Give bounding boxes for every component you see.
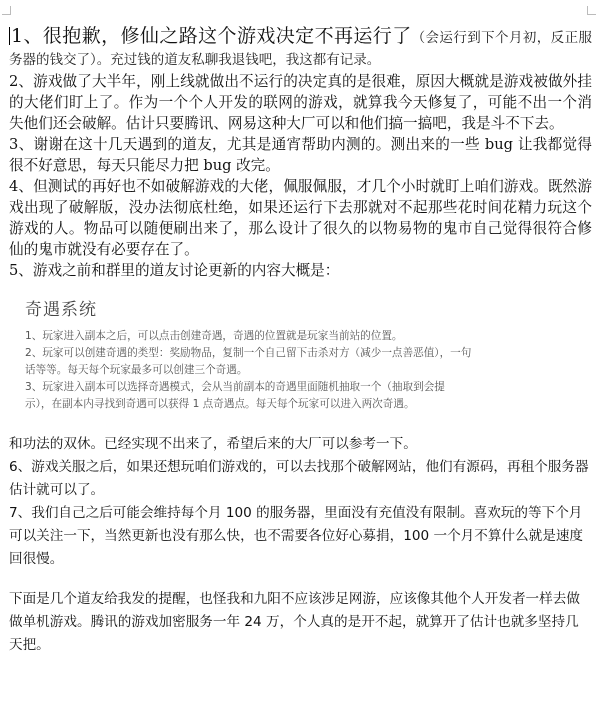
text-cursor: [9, 27, 10, 45]
figure-line: 示），在副本内寻找到奇遇可以获得 1 点奇遇点。每天每个玩家可以进入两次奇遇。: [25, 398, 415, 410]
paragraph-1-heading: 1、很抱歉，修仙之路这个游戏决定不再运行了: [11, 25, 412, 47]
embedded-screenshot-adventure-system: [17, 295, 537, 410]
paragraph-2: 2、游戏做了大半年，刚上线就做出不运行的决定真的是很难，原因大概就是游戏被做外挂的大佬们盯上了。作为一个个人开发的联网的游戏，就算我今天修复了，可能不出一个消失他们还会破解。估计只要腾讯、网易这种大厂可以和他们搞一搞吧，我是斗不下去。: [9, 73, 592, 132]
figure-line: 1、玩家进入副本之后，可以点击创建奇遇，奇遇的位置就是玩家当前站的位置。: [25, 330, 403, 342]
paragraph-7: 7、我们自己之后可能会维持每个月 100 的服务器，里面没有充值没有限制。喜欢玩的等下个月可以关注一下，当然更新也没有那么快，也不需要各位好心募捐，100 一个月不算什么就是速度回很慢。: [9, 505, 584, 567]
paragraph-1-note: （会运行到下个月初，反正服务器的钱交了）。充过钱的道友私聊我退钱吧，我这都有记录。: [9, 30, 592, 68]
page-corner-mark-right: [587, 6, 596, 15]
paragraph-3: 3、谢谢在这十几天遇到的道友，尤其是通宵帮助内测的。测出来的一些 bug 让我都觉得很不好意思，每天只能尽力把 bug 改完。: [9, 136, 592, 174]
paragraph-6: 6、游戏关服之后，如果还想玩咱们游戏的，可以去找那个破解网站，他们有源码，再租个服务器估计就可以了。: [9, 459, 589, 498]
figure-title: 奇遇系统: [25, 300, 97, 320]
document-body: [9, 26, 592, 657]
figure-line: 3、玩家进入副本可以选择奇遇模式，会从当前副本的奇遇里面随机抽取一个（抽取到会提: [25, 381, 445, 393]
paragraph-1: [9, 26, 592, 71]
paragraph-4: 4、但测试的再好也不如破解游戏的大佬，佩服佩服，才几个小时就盯上咱们游戏。既然游戏出现了破解版，没办法彻底杜绝，如果还运行下去那就对不起那些花时间花精力玩这个游戏的人。物品可以随便刷出来了，那么设计了很久的以物易物的鬼市自己觉得很符合修仙的鬼市就没有必要存在了。: [9, 178, 592, 258]
paragraph-8: 下面是几个道友给我发的提醒，也怪我和九阳不应该涉足网游，应该像其他个人开发者一样去做做单机游戏。腾讯的游戏加密服务一年 24 万，个人真的是开不起，就算开了估计也就多坚持几天把。: [9, 591, 580, 653]
figure-line: 2、玩家可以创建奇遇的类型：奖励物品，复制一个自己留下击杀对方（减少一点善恶值），一句: [25, 347, 472, 359]
figure-line: 话等等。每天每个玩家最多可以创建三个奇遇。: [25, 364, 248, 376]
paragraph-5-continued: 和功法的双休。已经实现不出来了，希望后来的大厂可以参考一下。: [9, 436, 417, 452]
page-corner-mark-left: [2, 6, 11, 15]
paragraph-5: 5、游戏之前和群里的道友讨论更新的内容大概是：: [9, 262, 340, 279]
